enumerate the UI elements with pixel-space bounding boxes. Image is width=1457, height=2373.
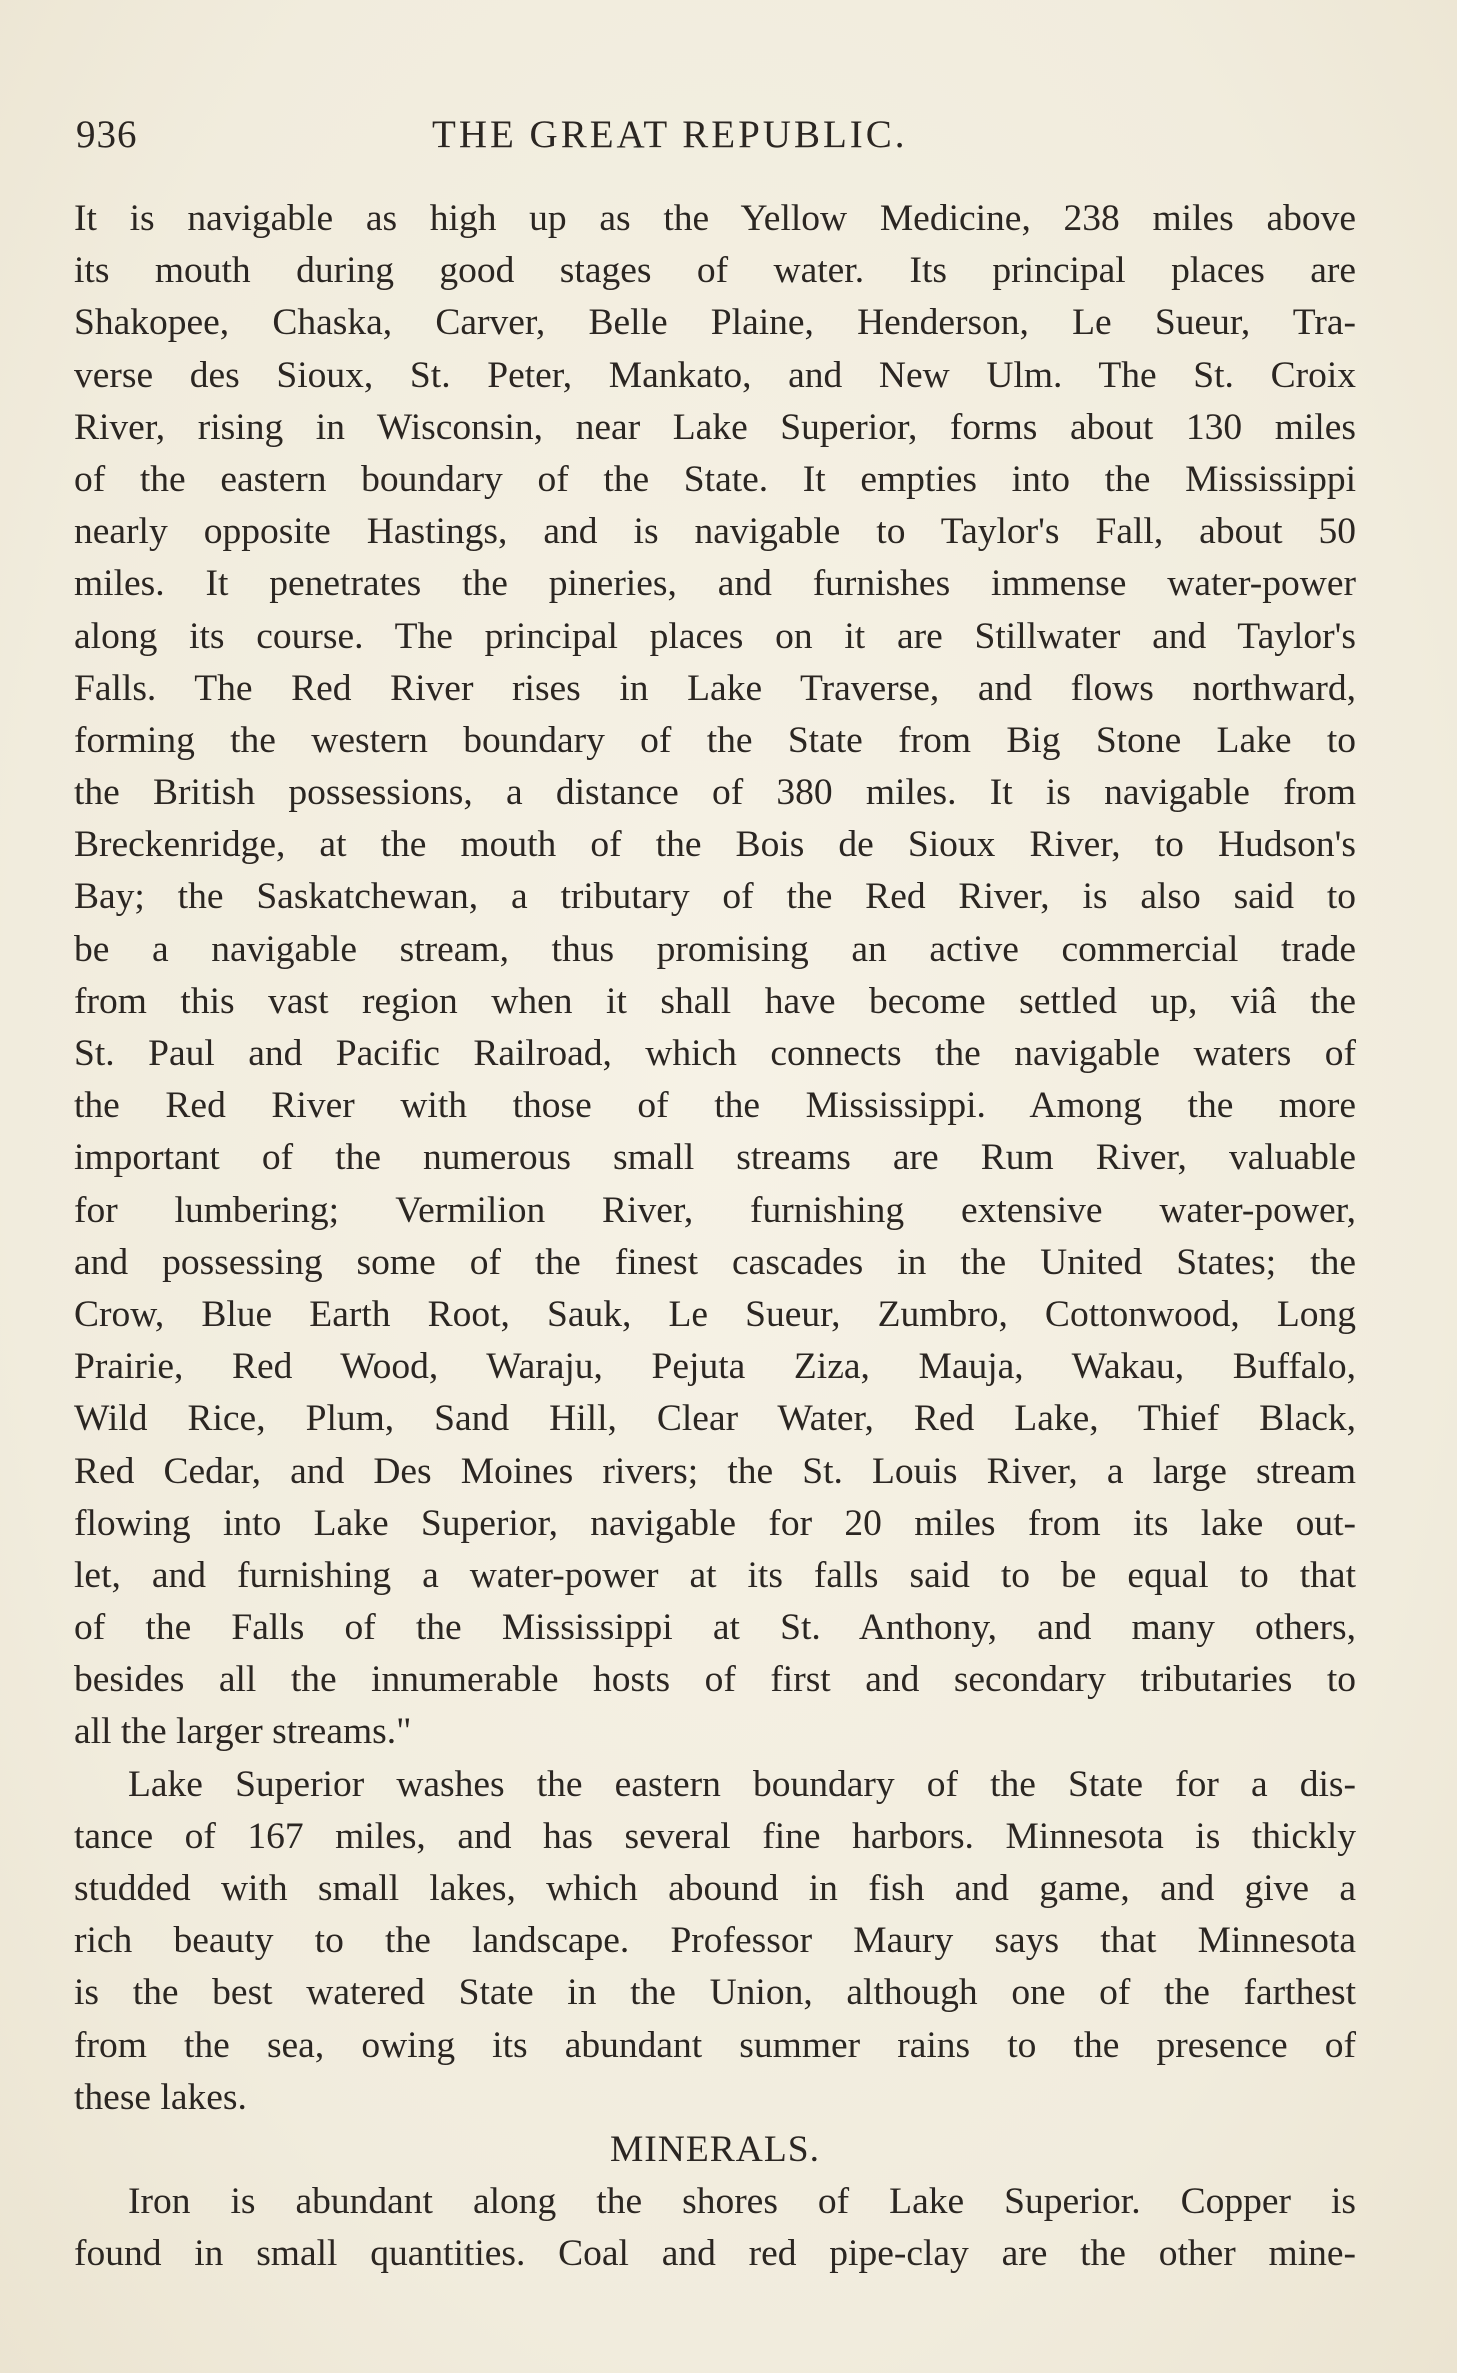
- text-line: from the sea, owing its abundant summer rains to the presence of: [74, 2024, 1356, 2066]
- text-line: Red Cedar, and Des Moines rivers; the St. Louis River, a large stream: [74, 1450, 1356, 1492]
- text-line: besides all the innumerable hosts of first and secondary tributaries to: [74, 1659, 1356, 1701]
- text-line: these lakes.: [74, 2076, 247, 2118]
- text-line: Wild Rice, Plum, Sand Hill, Clear Water, Red Lake, Thief Black,: [74, 1398, 1356, 1440]
- text-line: Crow, Blue Earth Root, Sauk, Le Sueur, Zumbro, Cottonwood, Long: [74, 1293, 1356, 1335]
- text-line: St. Paul and Pacific Railroad, which connects the navigable waters of: [74, 1033, 1356, 1074]
- text-line: rich beauty to the landscape. Professor Maury says that Minnesota: [74, 1920, 1356, 1962]
- text-line: Bay; the Saskatchewan, a tributary of the Red River, is also said to: [74, 876, 1356, 918]
- text-line: studded with small lakes, which abound in fish and game, and give a: [74, 1868, 1356, 1909]
- text-line: Breckenridge, at the mouth of the Bois de Sioux River, to Hudson's: [74, 824, 1356, 866]
- text-line: miles. It penetrates the pineries, and furnishes immense water-power: [74, 563, 1356, 605]
- page-number: 936: [76, 113, 138, 156]
- text-line: be a navigable stream, thus promising an active commercial trade: [74, 928, 1356, 970]
- text-line: let, and furnishing a water-power at its falls said to be equal to that: [74, 1554, 1356, 1596]
- text-line: from this vast region when it shall have become settled up, viâ the: [74, 980, 1356, 1022]
- text-line: Iron is abundant along the shores of Lake Superior. Copper is: [128, 2181, 1356, 2223]
- text-line: nearly opposite Hastings, and is navigable to Taylor's Fall, about 50: [74, 511, 1356, 553]
- text-line: Shakopee, Chaska, Carver, Belle Plaine, Henderson, Le Sueur, Tra-: [74, 302, 1356, 344]
- text-line: its mouth during good stages of water. Its principal places are: [74, 250, 1356, 292]
- text-line: It is navigable as high up as the Yellow Medicine, 238 miles above: [74, 198, 1356, 239]
- text-line: the British possessions, a distance of 380 miles. It is navigable from: [74, 772, 1356, 814]
- section-heading: MINERALS.: [609, 2128, 821, 2170]
- running-title: THE GREAT REPUBLIC.: [432, 113, 908, 156]
- text-line: River, rising in Wisconsin, near Lake Superior, forms about 130 miles: [74, 406, 1356, 448]
- text-line: is the best watered State in the Union, although one of the farthest: [74, 1972, 1356, 2014]
- text-line: the Red River with those of the Mississippi. Among the more: [74, 1085, 1356, 1127]
- text-line: flowing into Lake Superior, navigable for 20 miles from its lake out-: [74, 1502, 1356, 1544]
- text-line: Prairie, Red Wood, Waraju, Pejuta Ziza, Mauja, Wakau, Buffalo,: [74, 1346, 1356, 1388]
- text-line: Lake Superior washes the eastern boundary of the State for a dis-: [128, 1763, 1356, 1805]
- text-line: of the Falls of the Mississippi at St. Anthony, and many others,: [74, 1607, 1356, 1649]
- text-line: for lumbering; Vermilion River, furnishing extensive water-power,: [74, 1189, 1356, 1231]
- text-line: found in small quantities. Coal and red pipe-clay are the other mine-: [74, 2233, 1356, 2275]
- text-line: all the larger streams.": [74, 1711, 412, 1753]
- text-line: forming the western boundary of the State from Big Stone Lake to: [74, 719, 1356, 761]
- text-line: tance of 167 miles, and has several fine harbors. Minnesota is thickly: [74, 1815, 1356, 1857]
- body-text: [74, 193, 1356, 2281]
- text-line: Falls. The Red River rises in Lake Traverse, and flows northward,: [74, 667, 1356, 709]
- text-line: and possessing some of the finest cascades in the United States; the: [74, 1241, 1356, 1283]
- text-line: important of the numerous small streams are Rum River, valuable: [74, 1137, 1356, 1179]
- text-line: verse des Sioux, St. Peter, Mankato, and New Ulm. The St. Croix: [74, 354, 1356, 396]
- page-header: [76, 112, 1366, 162]
- text-line: along its course. The principal places on it are Stillwater and Taylor's: [74, 615, 1356, 657]
- text-line: of the eastern boundary of the State. It empties into the Mississippi: [74, 458, 1356, 500]
